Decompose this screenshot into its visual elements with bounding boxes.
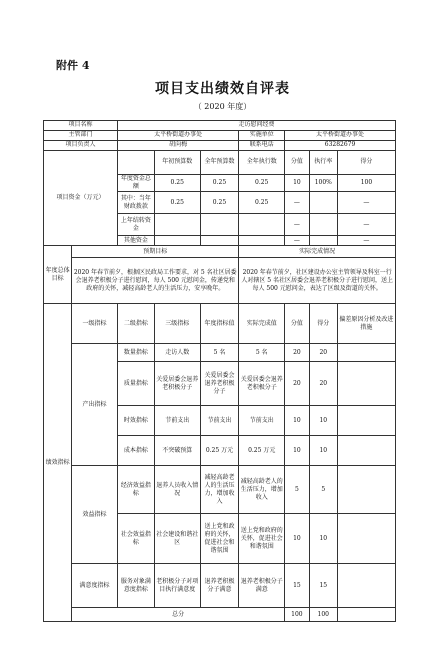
actual-value: 减轻高龄老人的生活压力，增加收入: [239, 466, 285, 514]
funds-cell: 100%: [309, 175, 337, 192]
annual-goal-label: 年度总体目标: [44, 246, 72, 304]
expected-goal-header: 预期目标: [72, 246, 239, 258]
total-got: 100: [309, 608, 337, 622]
funds-cell: —: [337, 214, 395, 236]
page-title: 项目支出绩效自评表: [155, 81, 290, 97]
department-value: 太平桥街道办事处: [117, 131, 238, 141]
lead-label: 项目负责人: [44, 141, 118, 151]
l3-indicator: 走访人数: [154, 344, 200, 362]
funds-row-name: 其他资金: [117, 236, 154, 246]
lead-value: 胡向梅: [117, 141, 238, 151]
funds-cell: [239, 214, 285, 236]
actual-result-text: 2020 年春节前夕，社区建设办公室主管领导及科室一行人对辖区 5 名社区居委会退养老积极分子进行慰问，送上每人 500 元慰问金，表达了区级及街道的关怀。: [239, 258, 396, 304]
score: 10: [285, 406, 310, 436]
total-label: 总分: [72, 608, 285, 622]
funds-header: 年初预算数: [154, 151, 200, 175]
satisfaction-indicator-label: 满意度指标: [72, 564, 118, 608]
l2-indicator: 服务对象满意度指标: [117, 564, 154, 608]
funds-label: 项目资金（万元）: [44, 151, 118, 246]
l2-indicator: 时效指标: [117, 406, 154, 436]
funds-cell: 100: [337, 175, 395, 192]
l2-indicator: 经济效益指标: [117, 466, 154, 514]
l3-indicator: 老积极分子对项目执行满意度: [154, 564, 200, 608]
evaluation-table: [43, 120, 396, 622]
funds-row-name: 年度资金总额: [117, 175, 154, 192]
output-indicator-label: 产出指标: [72, 344, 118, 466]
perf-header-row: [44, 304, 396, 344]
funds-header-row: [44, 151, 396, 175]
perf-header: 一级指标: [72, 304, 118, 344]
score: 5: [285, 466, 310, 514]
goals-row: [44, 258, 396, 304]
department-label: 主管部门: [44, 131, 118, 141]
funds-cell: [309, 192, 337, 214]
target-value: 节前支出: [200, 406, 239, 436]
page-subtitle: （ 2020 年度）: [193, 102, 252, 111]
target-value: 5 名: [200, 344, 239, 362]
l3-indicator: 社会建设和谐社区: [154, 514, 200, 564]
funds-cell: 0.25: [239, 192, 285, 214]
funds-cell: 0.25: [200, 192, 239, 214]
perf-header: 实际完成值: [239, 304, 285, 344]
l3-indicator: 不突破预算: [154, 436, 200, 466]
l3-indicator: 节前支出: [154, 406, 200, 436]
l2-indicator: 成本指标: [117, 436, 154, 466]
target-value: 减轻高龄老人的生活压力，增加收入: [200, 466, 239, 514]
funds-header: 分值: [285, 151, 310, 175]
actual-value: 5 名: [239, 344, 285, 362]
funds-cell: [200, 214, 239, 236]
funds-cell: [309, 236, 337, 246]
department-row: [44, 131, 396, 141]
funds-cell: 0.25: [200, 175, 239, 192]
funds-cell: [154, 236, 200, 246]
l2-indicator: 数量指标: [117, 344, 154, 362]
perf-indicators-label: 绩效指标: [44, 304, 72, 622]
goals-header-row: [44, 246, 396, 258]
actual-value: 关爱居委会退养老积极分子: [239, 362, 285, 406]
expected-goal-text: 2020 年春节前夕，根据区民政局工作要求，对 5 名社区居委会退养老积极分子进行慰问，每人 500 元慰问金，传递党和政府的关怀，减轻高龄老人的生活压力，安享晚年。: [72, 258, 239, 304]
score: 10: [285, 436, 310, 466]
got-score: 5: [309, 466, 337, 514]
actual-result-header: 实际完成情况: [239, 246, 396, 258]
funds-cell: [239, 236, 285, 246]
perf-row: [44, 344, 396, 362]
target-value: 关爱居委会退养老积极分子: [200, 362, 239, 406]
actual-value: 0.25 万元: [239, 436, 285, 466]
implementer-value: 太平桥街道办事处: [285, 131, 396, 141]
funds-cell: —: [285, 192, 310, 214]
score: 10: [285, 514, 310, 564]
l3-indicator: 关爱居委会退养老积极分子: [154, 362, 200, 406]
phone-label: 联系电话: [239, 141, 285, 151]
funds-cell: 10: [285, 175, 310, 192]
funds-header: 全年预算数: [200, 151, 239, 175]
funds-header: 得分: [337, 151, 395, 175]
perf-header: 三级指标: [154, 304, 200, 344]
funds-row-name: 上年结转资金: [117, 214, 154, 236]
funds-cell: [200, 236, 239, 246]
funds-cell: [309, 214, 337, 236]
perf-header: 得分: [309, 304, 337, 344]
got-score: 20: [309, 344, 337, 362]
funds-cell: —: [285, 214, 310, 236]
funds-cell: —: [285, 236, 310, 246]
implementer-label: 实施单位: [239, 131, 285, 141]
score: 15: [285, 564, 310, 608]
attachment-label: 附件 4: [56, 59, 90, 72]
got-score: 15: [309, 564, 337, 608]
lead-row: [44, 141, 396, 151]
target-value: 退养老积极分子满意: [200, 564, 239, 608]
funds-row-name: 其中：当年财政拨款: [117, 192, 154, 214]
funds-header: 执行率: [309, 151, 337, 175]
l3-indicator: 退养人员收入情况: [154, 466, 200, 514]
actual-value: 节前支出: [239, 406, 285, 436]
funds-cell: 0.25: [154, 192, 200, 214]
project-name-label: 项目名称: [44, 121, 118, 131]
target-value: 送上党和政府的关怀，促进社会和谐氛围: [200, 514, 239, 564]
funds-cell: —: [337, 192, 395, 214]
perf-row: [44, 466, 396, 514]
benefit-indicator-label: 效益指标: [72, 466, 118, 564]
perf-header: 年度指标值: [200, 304, 239, 344]
perf-header: 二级指标: [117, 304, 154, 344]
funds-cell: [154, 214, 200, 236]
got-score: 10: [309, 436, 337, 466]
got-score: 10: [309, 514, 337, 564]
got-score: 10: [309, 406, 337, 436]
phone-value: 63282679: [285, 141, 396, 151]
actual-value: 退养老积极分子满意: [239, 564, 285, 608]
funds-header: 全年执行数: [239, 151, 285, 175]
funds-cell: 0.25: [154, 175, 200, 192]
score: 20: [285, 362, 310, 406]
total-row: [44, 608, 396, 622]
project-name-value: 走访慰问经费: [117, 121, 395, 131]
funds-cell: —: [337, 236, 395, 246]
project-name-row: [44, 121, 396, 131]
l2-indicator: 质量指标: [117, 362, 154, 406]
actual-value: 送上党和政府的关怀，促进社会和谐氛围: [239, 514, 285, 564]
perf-row: [44, 564, 396, 608]
target-value: 0.25 万元: [200, 436, 239, 466]
funds-cell: 0.25: [239, 175, 285, 192]
perf-header: 分值: [285, 304, 310, 344]
score: 20: [285, 344, 310, 362]
l2-indicator: 社会效益指标: [117, 514, 154, 564]
perf-header: 偏差原因分析及改进措施: [337, 304, 395, 344]
got-score: 20: [309, 362, 337, 406]
total-score: 100: [285, 608, 310, 622]
